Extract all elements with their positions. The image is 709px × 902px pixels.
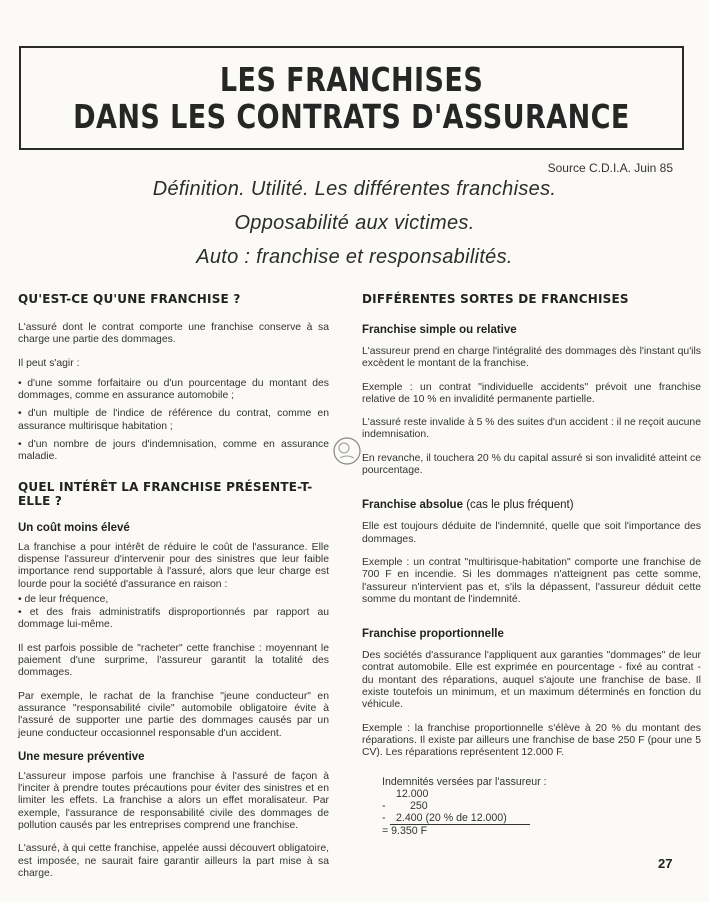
subheading-preventive: Une mesure préventive [18, 750, 145, 763]
section-heading-interet: QUEL INTÉRÊT LA FRANCHISE PRÉSENTE-T-ELLE ? [18, 479, 313, 508]
bullet-item: • d'un multiple de l'indice de référence du contrat, comme en assurance multirisque habitation ; [18, 408, 329, 432]
bullet-item: • de leur fréquence, [18, 593, 109, 605]
subheading-cout: Un coût moins élevé [18, 521, 130, 534]
paragraph: Exemple : la franchise proportionnelle s'élève à 20 % du montant des réparations. Il existe par ailleurs une franchise de base 250 F (pour une 5 CV). Les réparations représentent 12.000 F. [362, 722, 701, 759]
subtitle-2: Opposabilité aux victimes. [234, 212, 475, 234]
page-title-line-1: LES FRANCHISES [219, 60, 484, 99]
stamp-mark-icon [330, 434, 364, 468]
bullet-item: • d'une somme forfaitaire ou d'un pourcentage du montant des dommages, comme en assurance automobile ; [18, 377, 329, 402]
calc-sign-empty [382, 788, 396, 800]
paragraph: L'assuré reste invalide à 5 % des suites d'un accident : il ne reçoit aucune indemnisation. [362, 417, 701, 441]
calc-line [382, 800, 701, 812]
paragraph: Il peut s'agir : [18, 357, 80, 369]
subtitle-1: Définition. Utilité. Les différentes franchises. [152, 178, 557, 200]
paragraph: L'assuré dont le contrat comporte une franchise conserve à sa charge une partie des dommages. [18, 322, 329, 346]
paragraph: L'assuré, à qui cette franchise, appelée aussi découvert obligatoire, est imposée, ne saurait faire garantir ailleurs la part mise à sa charge. [18, 843, 329, 879]
calc-result: = 9.350 F [382, 824, 428, 837]
bullet-item: • d'un nombre de jours d'indemnisation, comme en assurance maladie. [18, 439, 329, 463]
calculation-block [382, 776, 701, 837]
bullet-item: • et des frais administratifs disproportionnés par rapport au dommage lui-même. [18, 607, 329, 631]
paragraph: Par exemple, le rachat de la franchise "jeune conducteur" en assurance "responsabilité civile" automobile obligatoire évite à l'assuré de supporter une partie des dommages causés par un jeune conducteur occasionnel responsable d'un accident. [18, 690, 329, 739]
paragraph: En revanche, il touchera 20 % du capital assuré si son invalidité atteint ce pourcentage. [362, 452, 701, 477]
paragraph: Elle est toujours déduite de l'indemnité, quelle que soit l'importance des dommages. [362, 521, 701, 545]
calc-line-3: 2.400 (20 % de 12.000) [390, 812, 530, 825]
paragraph: Exemple : un contrat "individuelle accidents" prévoit une franchise relative de 10 % en invalidité permanente partielle. [362, 381, 701, 405]
subheading-absolue-title: Franchise absolue [362, 499, 463, 512]
subheading-proportionnelle: Franchise proportionnelle [362, 628, 504, 641]
page-number: 27 [658, 856, 673, 871]
calc-line [382, 812, 701, 825]
calc-label: Indemnités versées par l'assureur : [382, 775, 547, 788]
subheading-absolue [362, 499, 701, 511]
page-title-line-2: DANS LES CONTRATS D'ASSURANCE [73, 97, 630, 136]
subheading-simple: Franchise simple ou relative [362, 324, 517, 336]
subheading-absolue-note: (cas le plus fréquent) [466, 499, 574, 512]
paragraph: La franchise a pour intérêt de réduire le coût de l'assurance. Elle dispense l'assureur d'intervenir pour des sinistres que leur faible importance rend supportable à l'assuré, alors que leur charge est lourde pour la société d'assurance en raison : [18, 541, 329, 590]
calc-line-1: 12.000 [396, 787, 429, 800]
section-heading-sortes: DIFFÉRENTES SORTES DE FRANCHISES [362, 292, 629, 306]
paragraph: Des sociétés d'assurance l'appliquent aux garanties "dommages" de leur contrat automobile. Elle est exprimée en pourcentage - fixé au contrat - du montant des réparations, auquel s'ajoute une franchise de base. Il existe toutefois un minimum, et un maximum déterminés en fonction du véhicule. [362, 650, 701, 711]
paragraph: L'assureur prend en charge l'intégralité des dommages dès l'instant qu'ils excèdent le montant de la franchise. [362, 346, 701, 370]
calc-line-2: 250 [410, 799, 428, 812]
right-column [362, 292, 701, 837]
title-box [19, 46, 684, 150]
calc-line [382, 788, 701, 800]
source-note: Source C.D.I.A. Juin 85 [547, 161, 673, 175]
paragraph: L'assureur impose parfois une franchise à l'assuré de façon à l'inciter à prendre toutes précautions pour éviter des sinistres et en limiter les effets. La franchise a alors un effet moralisateur. Par exemple, l'assurance de responsabilité civile des dommages de pollution causés par les entreprises comprend une franchise. [18, 770, 329, 832]
calc-sign: - [382, 799, 386, 812]
calc-sign: - [382, 811, 386, 824]
left-column [18, 292, 329, 891]
paragraph: Exemple : un contrat "multirisque-habitation" comporte une franchise de 700 F en incendie. Si les dommages n'atteignent pas cette somme, l'assureur n'intervient pas et, s'ils la dépassent, l'assureur déduit cette somme du montant de l'indemnité. [362, 556, 701, 605]
paragraph: Il est parfois possible de "racheter" cette franchise : moyennant le paiement d'une surprime, l'assureur garantit la totalité des dommages. [18, 642, 329, 679]
subtitle-3: Auto : franchise et responsabilités. [196, 246, 513, 268]
section-heading-definition: QU'EST-CE QU'UNE FRANCHISE ? [18, 292, 241, 306]
